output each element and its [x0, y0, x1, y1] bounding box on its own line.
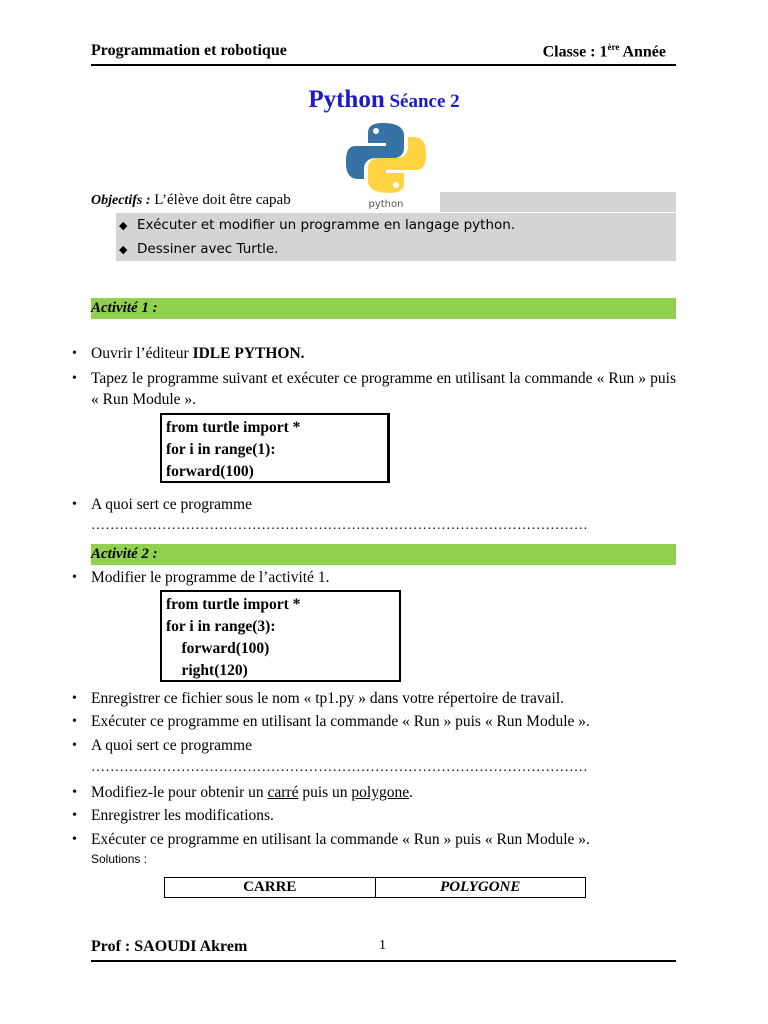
- diamond-bullet-icon: ◆: [119, 243, 128, 256]
- list-item: • Exécuter ce programme en utilisant la commande « Run » puis « Run Module ».: [72, 829, 676, 850]
- list-item: • Enregistrer ce fichier sous le nom « tp1.py » dans votre répertoire de travail.: [72, 688, 676, 709]
- objective-item: ◆ Exécuter et modifier un programme en langage python.: [116, 213, 676, 237]
- activity2-heading: Activité 2 :: [91, 544, 676, 565]
- activity1-heading: Activité 1 :: [91, 298, 676, 319]
- python-logo-text: python: [368, 199, 404, 210]
- header-subject: Programmation et robotique: [91, 42, 287, 59]
- list-item: • Exécuter ce programme en utilisant la commande « Run » puis « Run Module ».: [72, 711, 676, 732]
- footer-rule: [91, 960, 676, 962]
- objectives-band: [440, 192, 676, 212]
- solutions-label: Solutions :: [91, 852, 148, 866]
- answer-line: ……………………………………………………………………………………………: [91, 760, 588, 775]
- objectives-list: [116, 213, 676, 261]
- list-item: • Enregistrer les modifications.: [72, 805, 676, 826]
- list-item: • A quoi sert ce programme: [72, 494, 676, 515]
- solutions-col-carre: CARRE: [165, 878, 376, 898]
- objectives-label: Objectifs :: [91, 193, 151, 208]
- list-item: • Modifier le programme de l’activité 1.: [72, 567, 676, 588]
- header-class: Classe : 1ère Année: [542, 42, 666, 61]
- header-rule: [91, 64, 676, 66]
- diamond-bullet-icon: ◆: [119, 219, 128, 232]
- python-logo-icon: [334, 121, 438, 213]
- code-block-1: from turtle import * for i in range(1): forward(100): [160, 413, 390, 483]
- objectives-intro: L’élève doit être capab: [150, 192, 291, 208]
- code-block-2: from turtle import * for i in range(3): forward(100) right(120): [160, 590, 401, 682]
- footer-prof: Prof : SAOUDI Akrem: [91, 938, 248, 955]
- objective-item: ◆ Dessiner avec Turtle.: [116, 237, 676, 261]
- list-item: • Tapez le programme suivant et exécuter ce programme en utilisant la commande « Run » puis « Run Module ».: [72, 368, 676, 410]
- page-title: Python Séance 2: [308, 86, 460, 113]
- page-number: 1: [379, 938, 386, 953]
- list-item: • Modifiez-le pour obtenir un carré puis un polygone.: [72, 782, 676, 803]
- answer-line: ……………………………………………………………………………………………: [91, 518, 588, 533]
- list-item: • A quoi sert ce programme: [72, 735, 676, 756]
- solutions-table: [164, 877, 586, 898]
- list-item: • Ouvrir l’éditeur IDLE PYTHON.: [72, 343, 676, 364]
- solutions-col-polygone: POLYGONE: [375, 878, 586, 898]
